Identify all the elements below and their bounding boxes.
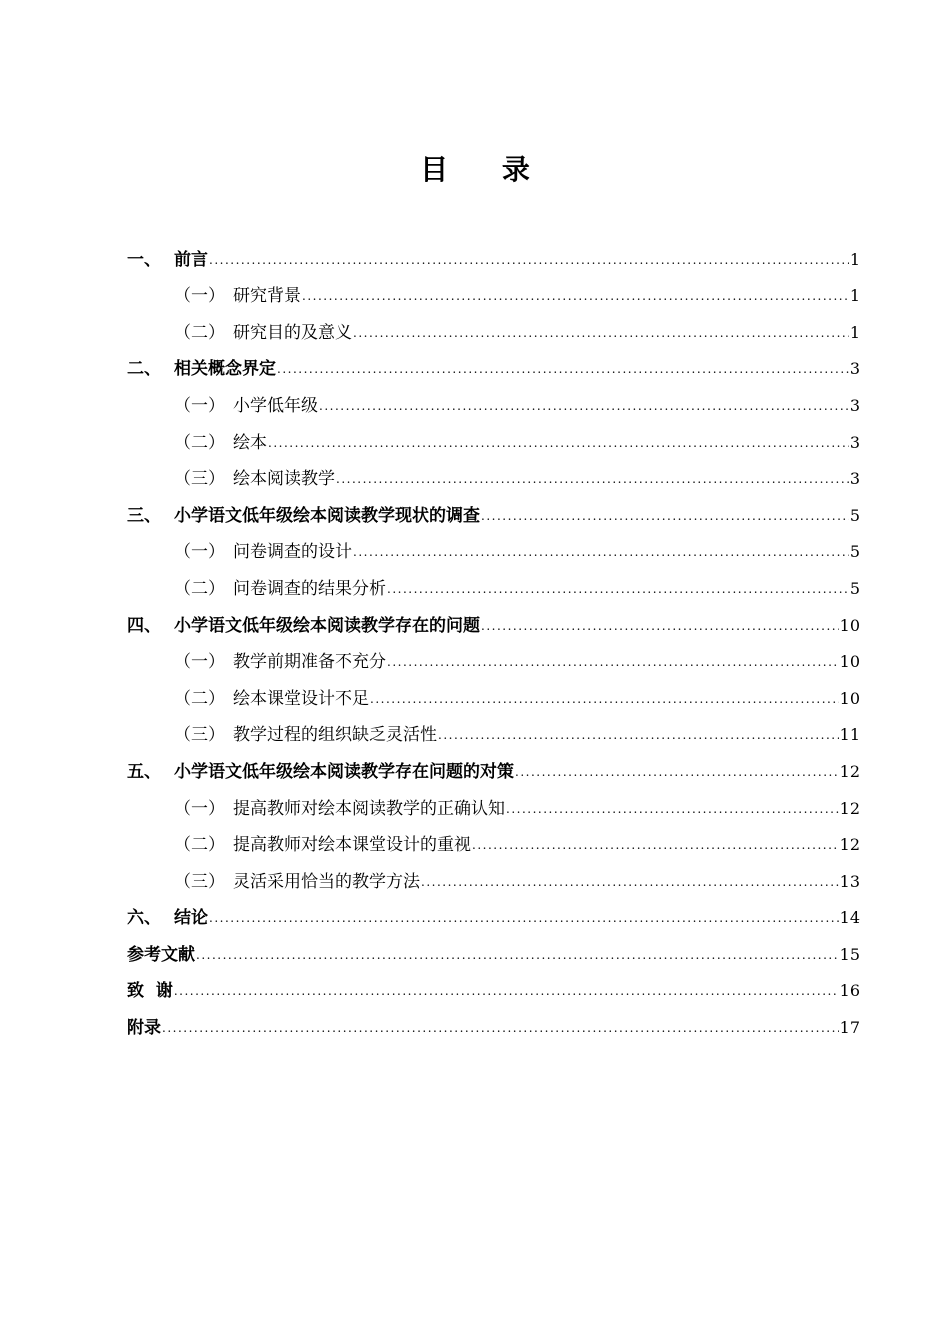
toc-entry[interactable]: [127, 234, 860, 271]
toc-entry-number: （一）: [174, 286, 225, 307]
toc-entry-page: 3: [849, 469, 860, 489]
toc-dot-leader: [387, 581, 849, 597]
toc-entry-title: 前言: [174, 249, 208, 270]
toc-entry-page: 5: [849, 578, 860, 598]
toc-entry-title: 研究背景: [233, 286, 301, 307]
toc-entry-title: 提高教师对绘本课堂设计的重视: [233, 835, 471, 856]
toc-entry-page: 5: [849, 505, 860, 525]
toc-subentry[interactable]: [127, 380, 860, 417]
toc-entry[interactable]: [127, 600, 860, 637]
toc-entry-title: 问卷调查的设计: [233, 542, 352, 563]
toc-entry-number: （一）: [174, 652, 225, 673]
toc-subentry[interactable]: [127, 271, 860, 308]
toc-entry[interactable]: [127, 929, 860, 966]
toc-dot-leader: [421, 874, 839, 890]
toc-dot-leader: [162, 1020, 839, 1036]
toc-dot-leader: [353, 544, 849, 560]
toc-entry[interactable]: [127, 344, 860, 381]
toc-entry-number: （二）: [174, 322, 225, 343]
toc-entry-title: 研究目的及意义: [233, 322, 352, 343]
toc-dot-leader: [506, 801, 839, 817]
toc-entry-number: 一、: [127, 249, 161, 270]
toc-entry-title: 小学语文低年级绘本阅读教学现状的调查: [174, 505, 480, 526]
toc-entry-number: 五、: [127, 761, 161, 782]
toc-subentry[interactable]: [127, 637, 860, 674]
toc-dot-leader: [209, 910, 839, 926]
toc-entry-page: 10: [839, 615, 860, 635]
toc-subentry[interactable]: [127, 454, 860, 491]
toc-entry-title: 教学过程的组织缺乏灵活性: [233, 725, 437, 746]
toc-entry-page: 13: [839, 871, 860, 891]
toc-dot-leader: [336, 471, 849, 487]
toc-entry-page: 1: [849, 322, 860, 342]
toc-entry-page: 17: [839, 1018, 860, 1038]
toc-entry-number: （二）: [174, 432, 225, 453]
toc-dot-leader: [438, 727, 839, 743]
toc-subentry[interactable]: [127, 783, 860, 820]
toc-entry-title: 小学语文低年级绘本阅读教学存在问题的对策: [174, 761, 514, 782]
toc-dot-leader: [268, 435, 849, 451]
toc-entry[interactable]: [127, 746, 860, 783]
toc-entry-number: （三）: [174, 871, 225, 892]
toc-entry-title: 问卷调查的结果分析: [233, 578, 386, 599]
toc-entry-page: 3: [849, 395, 860, 415]
toc-entry-number: 三、: [127, 505, 161, 526]
toc-dot-leader: [515, 764, 839, 780]
toc-entry-page: 14: [839, 908, 860, 928]
toc-dot-leader: [387, 654, 839, 670]
toc-entry-title: 小学语文低年级绘本阅读教学存在的问题: [174, 615, 480, 636]
toc-entry-title: 相关概念界定: [174, 359, 276, 380]
toc-entry-page: 10: [839, 652, 860, 672]
toc-entry-page: 16: [839, 981, 860, 1001]
toc-entry-number: （一）: [174, 542, 225, 563]
toc-entry-page: 15: [839, 944, 860, 964]
toc-dot-leader: [174, 983, 839, 999]
toc-entry-page: 10: [839, 688, 860, 708]
toc-entry-page: 1: [849, 249, 860, 269]
toc-entry-title: 绘本阅读教学: [233, 469, 335, 490]
toc-dot-leader: [277, 361, 849, 377]
toc-dot-leader: [353, 325, 849, 341]
toc-dot-leader: [319, 398, 849, 414]
toc-entry-page: 12: [839, 835, 860, 855]
toc-dot-leader: [196, 947, 839, 963]
toc-entry-title: 致 谢: [127, 981, 173, 1002]
toc-subentry[interactable]: [127, 856, 860, 893]
toc-entry-number: （一）: [174, 395, 225, 416]
table-of-contents: [127, 234, 860, 1039]
toc-dot-leader: [472, 837, 839, 853]
toc-dot-leader: [370, 691, 839, 707]
toc-subentry[interactable]: [127, 527, 860, 564]
toc-entry-number: （一）: [174, 798, 225, 819]
toc-entry-page: 12: [839, 761, 860, 781]
toc-entry-title: 绘本课堂设计不足: [233, 688, 369, 709]
toc-entry-number: 二、: [127, 359, 161, 380]
toc-entry-page: 12: [839, 798, 860, 818]
toc-entry-page: 5: [849, 542, 860, 562]
toc-entry-title: 小学低年级: [233, 395, 318, 416]
toc-entry-number: （二）: [174, 835, 225, 856]
toc-subentry[interactable]: [127, 673, 860, 710]
toc-entry-number: 六、: [127, 908, 161, 929]
toc-entry[interactable]: [127, 893, 860, 930]
toc-entry-title: 提高教师对绘本阅读教学的正确认知: [233, 798, 505, 819]
toc-dot-leader: [209, 252, 849, 268]
toc-entry-page: 1: [849, 286, 860, 306]
toc-entry-number: （二）: [174, 578, 225, 599]
toc-entry-title: 教学前期准备不充分: [233, 652, 386, 673]
toc-subentry[interactable]: [127, 307, 860, 344]
toc-subentry[interactable]: [127, 820, 860, 857]
page-title: 目 录: [420, 153, 552, 186]
toc-entry-number: （三）: [174, 725, 225, 746]
toc-entry-page: 11: [839, 725, 860, 745]
toc-entry-number: （三）: [174, 469, 225, 490]
toc-entry-title: 附录: [127, 1018, 161, 1039]
toc-entry[interactable]: [127, 966, 860, 1003]
toc-entry-title: 结论: [174, 908, 208, 929]
toc-entry-title: 灵活采用恰当的教学方法: [233, 871, 420, 892]
toc-subentry[interactable]: [127, 563, 860, 600]
toc-entry-number: （二）: [174, 688, 225, 709]
toc-dot-leader: [302, 288, 849, 304]
toc-entry[interactable]: [127, 490, 860, 527]
toc-dot-leader: [481, 508, 849, 524]
toc-subentry[interactable]: [127, 710, 860, 747]
toc-entry[interactable]: [127, 1002, 860, 1039]
toc-entry-number: 四、: [127, 615, 161, 636]
toc-entry-page: 3: [849, 359, 860, 379]
toc-entry-title: 参考文献: [127, 944, 195, 965]
toc-dot-leader: [481, 618, 839, 634]
toc-subentry[interactable]: [127, 417, 860, 454]
toc-entry-title: 绘本: [233, 432, 267, 453]
toc-entry-page: 3: [849, 432, 860, 452]
